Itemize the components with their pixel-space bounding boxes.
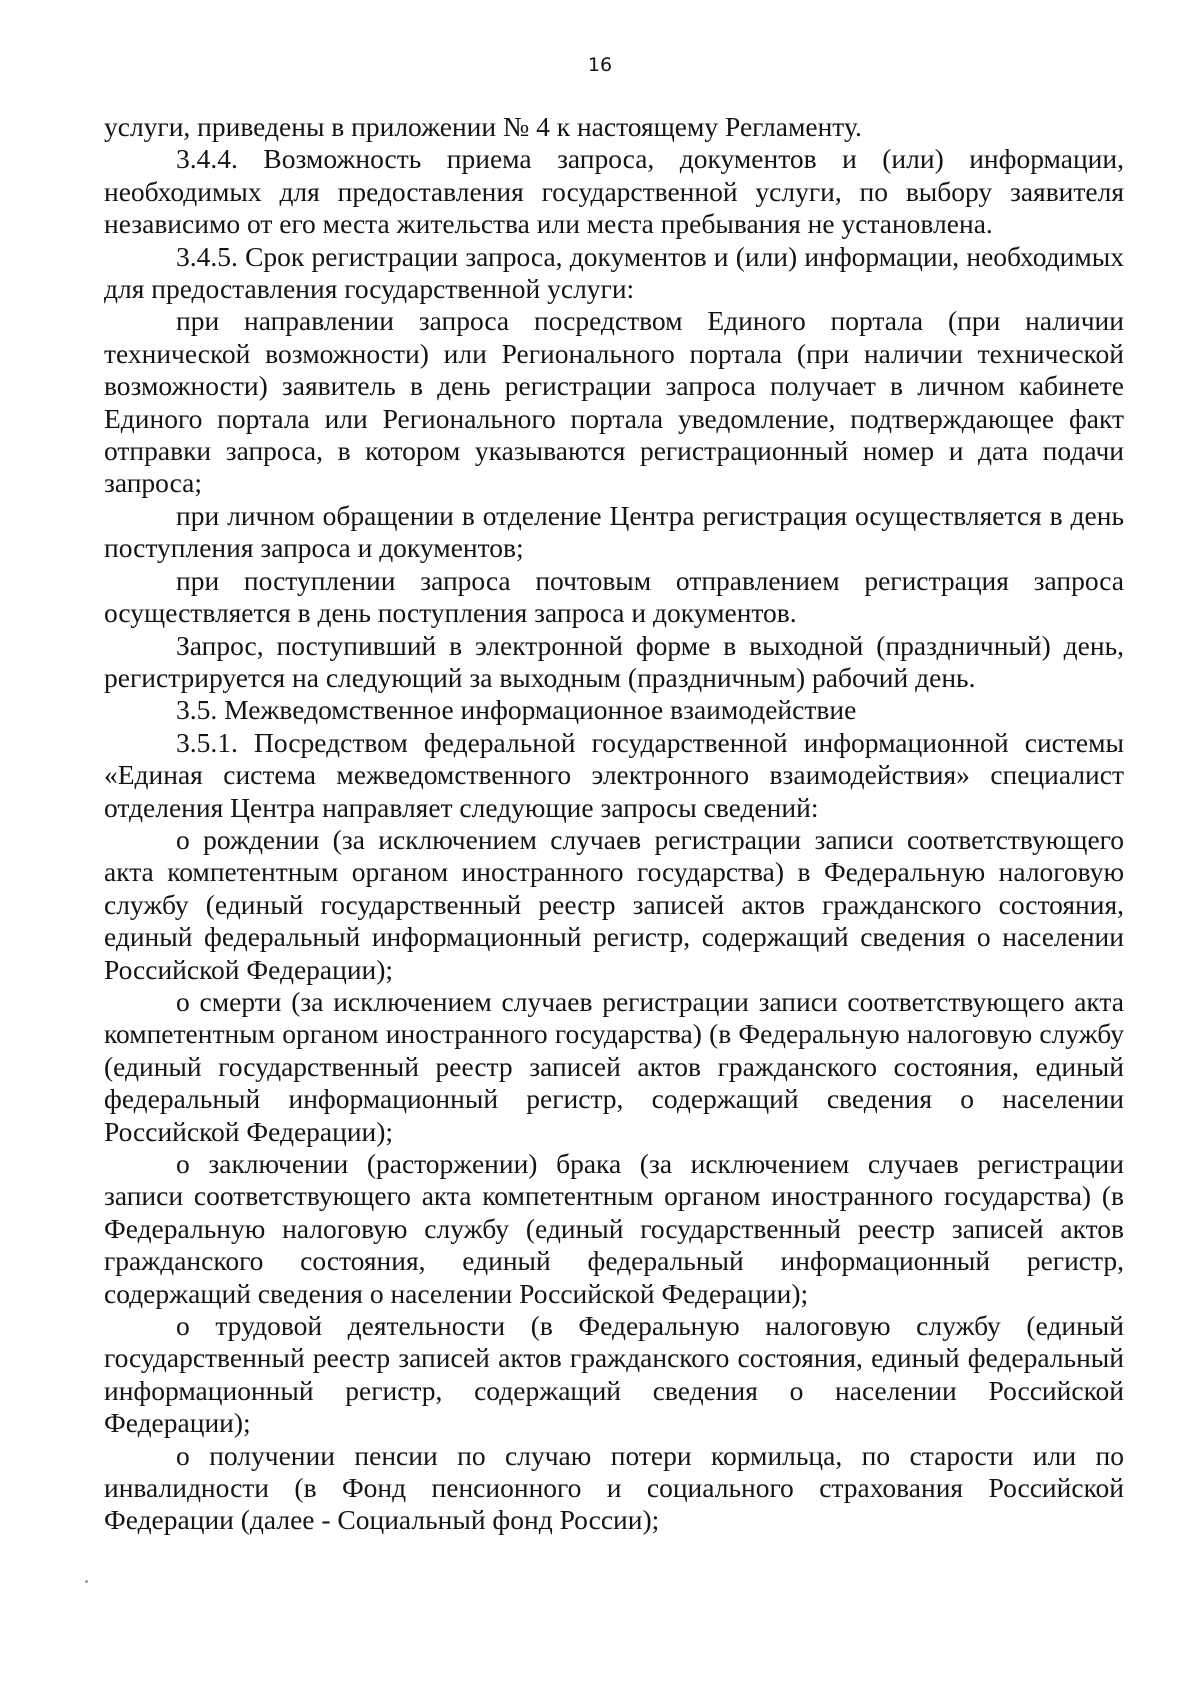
paragraph-3-5-1: 3.5.1. Посредством федеральной государственной информационной системы «Единая система межведомственного электронного взаимодействия» специалист отделения Центра направляет следующие запросы сведений: <box>104 726 1124 823</box>
page-number: 16 <box>587 54 613 76</box>
paragraph-pension: о получении пенсии по случаю потери кормильца, по старости или по инвалидности (в Фонд пенсионного и социального страхования Российской Федерации (далее - Социальный фонд России); <box>104 1439 1124 1536</box>
paragraph-3-4-4: 3.4.4. Возможность приема запроса, документов и (или) информации, необходимых для предоставления государственной услуги, по выбору заявителя независимо от его места жительства или места пребывания не установлена. <box>104 143 1124 240</box>
paragraph-employment: о трудовой деятельности (в Федеральную налоговую службу (единый государственный реестр записей актов гражданского состояния, единый федеральный информационный регистр, содержащий сведения о населении Российской Федерации); <box>104 1310 1124 1439</box>
paragraph-continuation: услуги, приведены в приложении № 4 к настоящему Регламенту. <box>104 111 862 142</box>
paragraph-holiday-request: Запрос, поступивший в электронной форме в выходной (праздничный) день, регистрируется на следующий за выходным (праздничным) рабочий день. <box>104 629 1124 693</box>
paragraph-postal-request: при поступлении запроса почтовым отправлением регистрация запроса осуществляется в день поступления запроса и документов. <box>104 564 1124 629</box>
paragraph-personal-visit: при личном обращении в отделение Центра регистрация осуществляется в день поступления запроса и документов; <box>104 499 1124 564</box>
paragraph-death: о смерти (за исключением случаев регистрации записи соответствующего акта компетентным органом иностранного государства) (в Федеральную налоговую службу (единый государственный реестр записей актов гражданского состояния, единый федеральный информационный регистр, содержащий сведения о населении Российской Федерации); <box>104 985 1124 1147</box>
paragraph-birth: о рождении (за исключением случаев регистрации записи соответствующего акта компетентным органом иностранного государства) в Федеральную налоговую службу (единый государственный реестр записей актов гражданского состояния, единый федеральный информационный регистр, содержащий сведения о населении Российской Федерации); <box>104 823 1124 985</box>
paragraph-portal-request: при направлении запроса посредством Единого портала (при наличии технической возможности) или Регионального портала (при наличии технической возможности) заявитель в день регистрации запроса получает в личном кабинете Единого портала или Регионального портала уведомление, подтверждающее факт отправки запроса, в котором указываются регистрационный номер и дата подачи запроса; <box>104 305 1124 499</box>
paragraph-marriage: о заключении (расторжении) брака (за исключением случаев регистрации записи соответствующего акта компетентным органом иностранного государства) (в Федеральную налоговую службу (единый государственный реестр записей актов гражданского состояния, единый федеральный информационный регистр, содержащий сведения о населении Российской Федерации); <box>104 1148 1124 1309</box>
paragraph-3-4-5: 3.4.5. Срок регистрации запроса, документов и (или) информации, необходимых для предоставления государственной услуги: <box>104 240 1124 305</box>
scan-speck <box>85 1580 88 1583</box>
document-body <box>104 111 1124 1537</box>
section-heading-3-5: 3.5. Межведомственное информационное взаимодействие <box>176 694 857 726</box>
